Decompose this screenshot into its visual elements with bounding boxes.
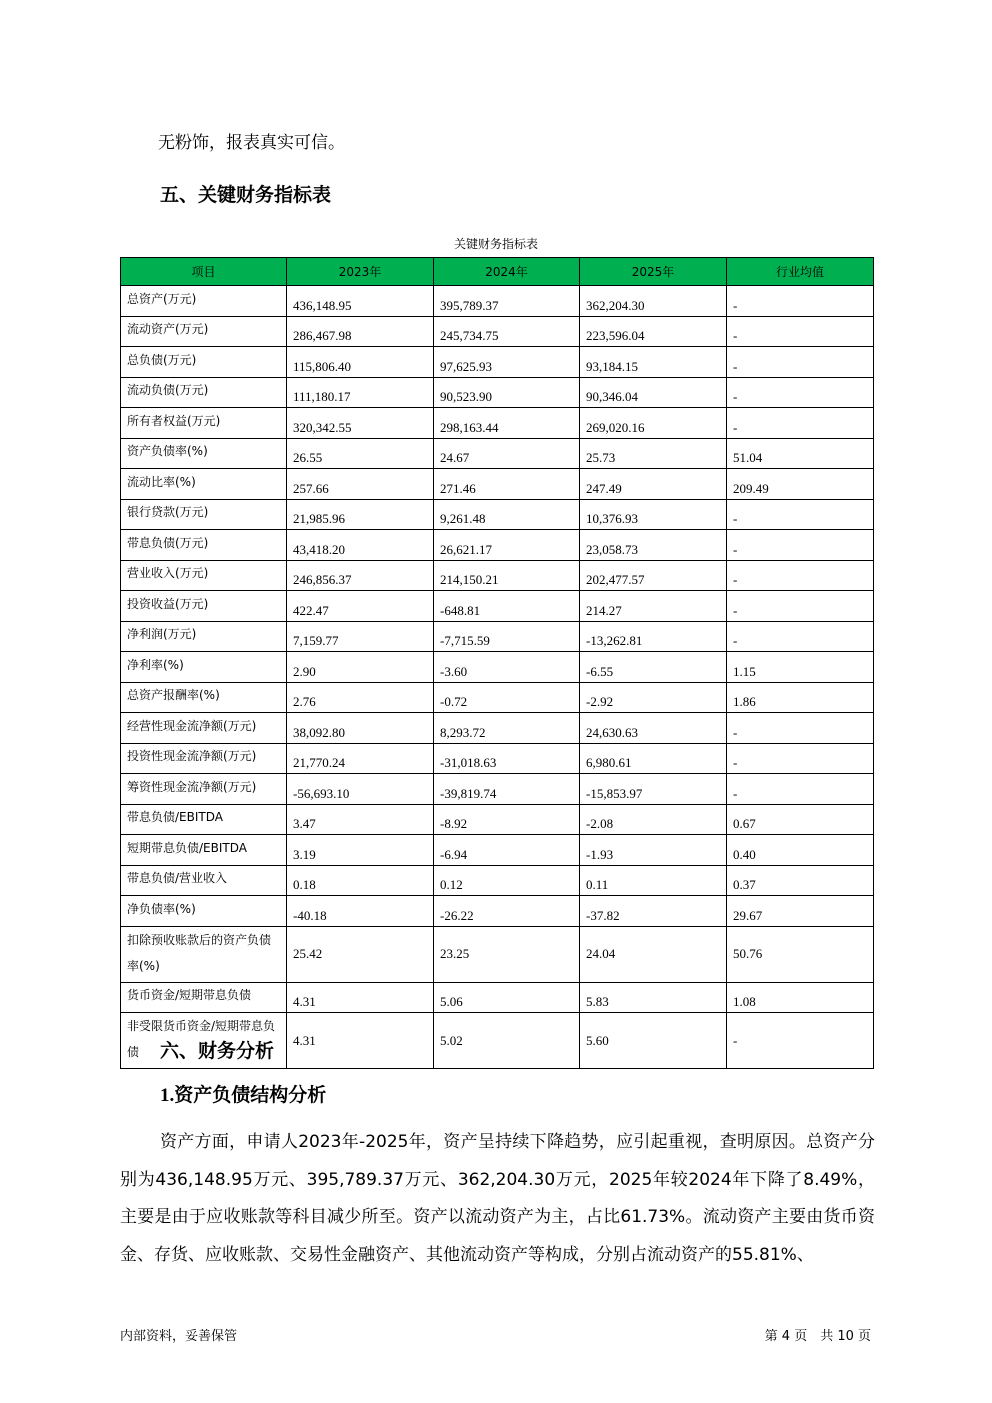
table-caption: 关键财务指标表 (453, 237, 538, 251)
row-value: 286,467.98 (287, 316, 434, 347)
row-label: 货币资金/短期带息负债 (121, 982, 287, 1013)
row-value: 5.83 (580, 982, 727, 1013)
row-label: 带息负债/EBITDA (121, 804, 287, 835)
table-row (121, 469, 874, 500)
row-value: 209.49 (727, 469, 874, 500)
row-value: - (727, 408, 874, 439)
row-label: 净利润(万元) (121, 621, 287, 652)
row-value: 362,204.30 (580, 286, 727, 317)
row-value: -2.92 (580, 682, 727, 713)
row-value: 23.25 (434, 926, 580, 982)
row-value: 202,477.57 (580, 560, 727, 591)
row-value: 1.08 (727, 982, 874, 1013)
row-label: 非受限货币资金/短期带息负债 (121, 1013, 287, 1069)
row-value: 0.18 (287, 865, 434, 896)
row-value: 25.73 (580, 438, 727, 469)
footer-page-number: 第 4 页 共 10 页 (764, 1329, 871, 1344)
subsection-title-text: 资产负债结构分析 (174, 1084, 327, 1106)
table-row (121, 896, 874, 927)
row-value: -13,262.81 (580, 621, 727, 652)
row-value: 29.67 (727, 896, 874, 927)
row-label: 总资产报酬率(%) (121, 682, 287, 713)
row-value: - (727, 743, 874, 774)
table-row (121, 804, 874, 835)
row-value: 26.55 (287, 438, 434, 469)
row-value: 4.31 (287, 982, 434, 1013)
row-value: -26.22 (434, 896, 580, 927)
table-row (121, 347, 874, 378)
row-value: - (727, 591, 874, 622)
row-value: -0.72 (434, 682, 580, 713)
row-value: 0.40 (727, 835, 874, 866)
row-value: 246,856.37 (287, 560, 434, 591)
row-value: - (727, 560, 874, 591)
row-value: 50.76 (727, 926, 874, 982)
row-value: 5.02 (434, 1013, 580, 1069)
row-value: -40.18 (287, 896, 434, 927)
row-value: 0.37 (727, 865, 874, 896)
intro-text: 无粉饰，报表真实可信。 (158, 133, 345, 153)
row-value: 5.06 (434, 982, 580, 1013)
row-value: 93,184.15 (580, 347, 727, 378)
financial-indicators-table (120, 257, 874, 1069)
row-value: 298,163.44 (434, 408, 580, 439)
row-label: 净负债率(%) (121, 896, 287, 927)
row-label: 总负债(万元) (121, 347, 287, 378)
subsection-number: 1. (160, 1085, 175, 1106)
row-label: 所有者权益(万元) (121, 408, 287, 439)
row-value: 21,985.96 (287, 499, 434, 530)
row-value: -1.93 (580, 835, 727, 866)
row-value: - (727, 1013, 874, 1069)
table-row (121, 926, 874, 982)
row-value: - (727, 621, 874, 652)
table-row (121, 835, 874, 866)
footer-confidential-note: 内部资料，妥善保管 (120, 1329, 238, 1344)
row-value: - (727, 530, 874, 561)
row-value: 422.47 (287, 591, 434, 622)
row-label: 投资性现金流净额(万元) (121, 743, 287, 774)
row-value: -39,819.74 (434, 774, 580, 805)
row-value: 10,376.93 (580, 499, 727, 530)
row-label: 投资收益(万元) (121, 591, 287, 622)
row-value: 3.47 (287, 804, 434, 835)
row-value: 24.04 (580, 926, 727, 982)
table-row (121, 560, 874, 591)
row-value: -7,715.59 (434, 621, 580, 652)
header-industry-average: 行业均值 (727, 258, 874, 286)
row-value: 0.12 (434, 865, 580, 896)
row-value: -37.82 (580, 896, 727, 927)
row-label: 扣除预收账款后的资产负债率(%) (121, 926, 287, 982)
row-value: 8,293.72 (434, 713, 580, 744)
row-value: 111,180.17 (287, 377, 434, 408)
row-value: 90,346.04 (580, 377, 727, 408)
row-value: 97,625.93 (434, 347, 580, 378)
table-row (121, 316, 874, 347)
row-value: 0.67 (727, 804, 874, 835)
row-value: 1.86 (727, 682, 874, 713)
row-value: 5.60 (580, 1013, 727, 1069)
header-item: 项目 (121, 258, 287, 286)
row-value: -8.92 (434, 804, 580, 835)
row-value: 1.15 (727, 652, 874, 683)
table-row (121, 652, 874, 683)
row-value: 90,523.90 (434, 377, 580, 408)
row-value: 23,058.73 (580, 530, 727, 561)
row-value: 223,596.04 (580, 316, 727, 347)
row-value: 245,734.75 (434, 316, 580, 347)
table-row (121, 621, 874, 652)
row-value: - (727, 347, 874, 378)
section-6-title: 六、财务分析 (160, 1040, 275, 1062)
analysis-paragraph: 资产方面，申请人2023年-2025年，资产呈持续下降趋势，应引起重视，查明原因。总资产分别为436,148.95万元、395,789.37万元、362,204.30万元，2025年较2024年下降了8.49%，主要是由于应收账款等科目减少所至。资产以流动资产为主，占比61.73%。流动资产主要由货币资金、存货、应收账款、交易性金融资产、其他流动资产等构成，分别占流动资产的55.81%、 (120, 1132, 875, 1265)
row-value: 436,148.95 (287, 286, 434, 317)
row-value: 115,806.40 (287, 347, 434, 378)
row-value: 2.76 (287, 682, 434, 713)
row-label: 带息负债(万元) (121, 530, 287, 561)
header-2023: 2023年 (287, 258, 434, 286)
row-value: - (727, 286, 874, 317)
row-label: 带息负债/营业收入 (121, 865, 287, 896)
row-label: 营业收入(万元) (121, 560, 287, 591)
section-5-title: 五、关键财务指标表 (160, 184, 332, 206)
row-value: -15,853.97 (580, 774, 727, 805)
row-value: 3.19 (287, 835, 434, 866)
table-row (121, 530, 874, 561)
row-value: - (727, 499, 874, 530)
table-row (121, 774, 874, 805)
table-row (121, 591, 874, 622)
row-value: 214,150.21 (434, 560, 580, 591)
row-value: 6,980.61 (580, 743, 727, 774)
row-label: 流动资产(万元) (121, 316, 287, 347)
row-value: - (727, 377, 874, 408)
row-label: 总资产(万元) (121, 286, 287, 317)
header-2024: 2024年 (434, 258, 580, 286)
row-label: 筹资性现金流净额(万元) (121, 774, 287, 805)
table-row (121, 865, 874, 896)
row-value: 247.49 (580, 469, 727, 500)
row-label: 银行贷款(万元) (121, 499, 287, 530)
row-value: 271.46 (434, 469, 580, 500)
row-value: 25.42 (287, 926, 434, 982)
row-value: 43,418.20 (287, 530, 434, 561)
table-row (121, 286, 874, 317)
row-label: 经营性现金流净额(万元) (121, 713, 287, 744)
header-2025: 2025年 (580, 258, 727, 286)
row-value: - (727, 774, 874, 805)
row-value: 257.66 (287, 469, 434, 500)
row-value: 214.27 (580, 591, 727, 622)
row-value: 24,630.63 (580, 713, 727, 744)
table-header-row (121, 258, 874, 286)
subsection-title (160, 1080, 326, 1107)
row-value: 26,621.17 (434, 530, 580, 561)
row-value: -6.55 (580, 652, 727, 683)
row-label: 净利率(%) (121, 652, 287, 683)
table-row (121, 408, 874, 439)
table-row (121, 682, 874, 713)
table-row (121, 713, 874, 744)
table-row (121, 438, 874, 469)
row-value: 4.31 (287, 1013, 434, 1069)
table-row (121, 499, 874, 530)
row-value: -3.60 (434, 652, 580, 683)
row-value: 395,789.37 (434, 286, 580, 317)
row-label: 流动负债(万元) (121, 377, 287, 408)
row-value: - (727, 713, 874, 744)
row-label: 流动比率(%) (121, 469, 287, 500)
row-value: 2.90 (287, 652, 434, 683)
row-value: -648.81 (434, 591, 580, 622)
row-value: 9,261.48 (434, 499, 580, 530)
row-value: 7,159.77 (287, 621, 434, 652)
table-row (121, 377, 874, 408)
row-label: 资产负债率(%) (121, 438, 287, 469)
row-value: -2.08 (580, 804, 727, 835)
row-value: 38,092.80 (287, 713, 434, 744)
row-value: 51.04 (727, 438, 874, 469)
table-row (121, 743, 874, 774)
row-value: -31,018.63 (434, 743, 580, 774)
row-value: 21,770.24 (287, 743, 434, 774)
row-label: 短期带息负债/EBITDA (121, 835, 287, 866)
row-value: 269,020.16 (580, 408, 727, 439)
table-row (121, 982, 874, 1013)
row-value: 0.11 (580, 865, 727, 896)
row-value: 24.67 (434, 438, 580, 469)
row-value: -6.94 (434, 835, 580, 866)
row-value: - (727, 316, 874, 347)
row-value: 320,342.55 (287, 408, 434, 439)
row-value: -56,693.10 (287, 774, 434, 805)
